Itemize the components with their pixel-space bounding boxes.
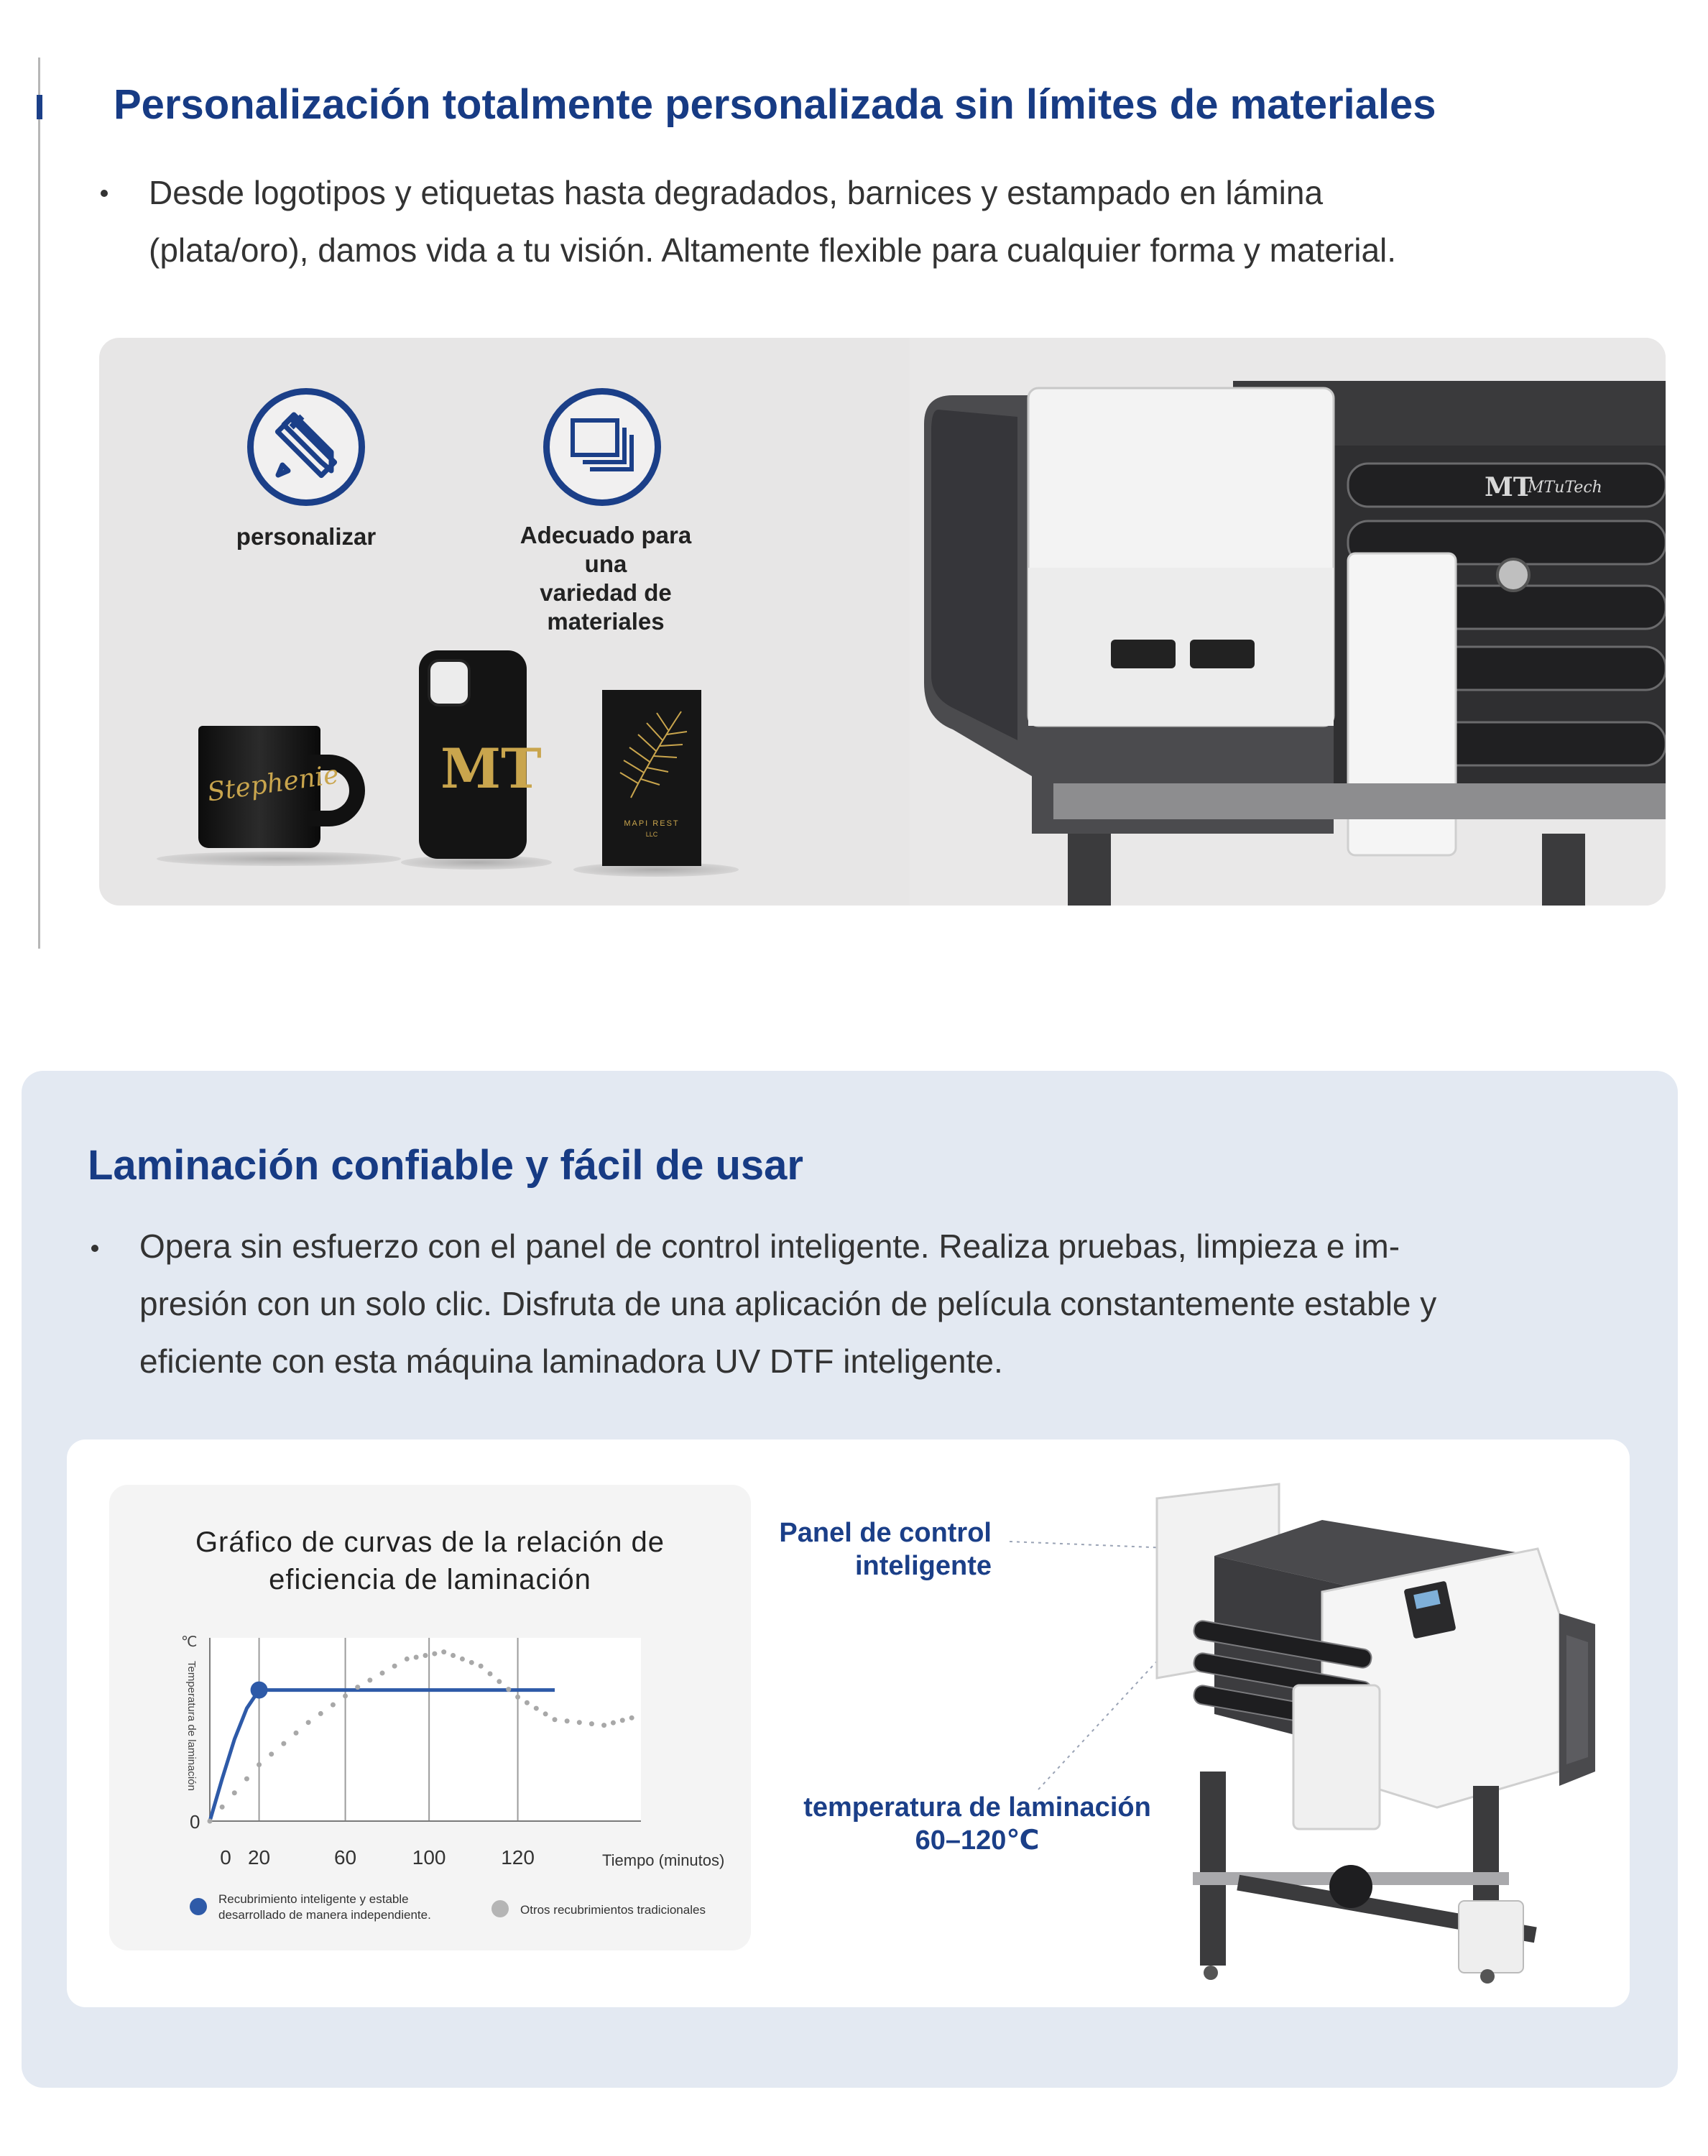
printer-brand-text: MTuTech xyxy=(1528,479,1602,497)
series-traditional-point xyxy=(367,1677,372,1682)
callout-temp-line2: 60–120℃ xyxy=(915,1825,1040,1856)
series-traditional-point xyxy=(515,1695,520,1700)
feature-label-materials xyxy=(502,521,710,636)
feature-label-materials-line1: Adecuado para una xyxy=(520,522,692,577)
series-traditional-point xyxy=(479,1664,484,1669)
legend-marker-traditional xyxy=(491,1900,509,1917)
series-traditional-point xyxy=(469,1660,474,1665)
laminator-machine-image xyxy=(1135,1470,1602,1987)
section2-paragraph-line3: eficiente con esta máquina laminadora UV DTF inteligente. xyxy=(139,1342,1003,1380)
series-traditional-point xyxy=(451,1653,456,1658)
series-traditional-point xyxy=(232,1790,237,1795)
feature-label-materials-line2: variedad de materiales xyxy=(540,579,672,635)
section1-title: Personalización totalmente personalizada sin límites de materiales xyxy=(114,81,1436,128)
section1-paragraph-line1: Desde logotipos y etiquetas hasta degradados, barnices y estampado en lámina xyxy=(149,174,1324,211)
y-axis-origin-label: 0 xyxy=(190,1811,200,1833)
series-traditional-point xyxy=(460,1657,465,1662)
y-axis-unit: ℃ xyxy=(181,1634,198,1650)
plot-area xyxy=(210,1638,641,1821)
x-tick-labels xyxy=(220,1846,535,1869)
legend-label-smart-line1: Recubrimiento inteligente y estable xyxy=(218,1892,409,1906)
chart-title-line2: eficiencia de laminación xyxy=(269,1564,591,1595)
bullet-icon xyxy=(91,1245,98,1252)
series-traditional-point xyxy=(441,1649,446,1654)
x-axis-label: Tiempo (minutos) xyxy=(602,1851,725,1869)
series-traditional-point xyxy=(244,1777,249,1782)
series-traditional-point xyxy=(306,1720,311,1725)
legend-label-smart-line2: desarrollado de manera independiente. xyxy=(218,1908,431,1922)
business-card-image xyxy=(602,690,701,866)
x-tick-label: 120 xyxy=(501,1846,535,1869)
series-traditional-point xyxy=(405,1657,410,1662)
lamination-efficiency-chart xyxy=(109,1485,751,1950)
series-traditional-point xyxy=(577,1720,582,1725)
series-traditional-point xyxy=(601,1723,606,1728)
series-traditional-point xyxy=(294,1731,299,1736)
mug-script-text: Stephenie xyxy=(206,760,341,808)
series-traditional-point xyxy=(343,1693,348,1698)
series-traditional-point xyxy=(611,1720,616,1726)
layers-icon xyxy=(543,388,661,506)
series-traditional-point xyxy=(488,1672,493,1677)
series-traditional-point xyxy=(318,1711,323,1716)
phone-logo: MT xyxy=(440,737,542,801)
series-traditional-point xyxy=(620,1718,625,1723)
series-traditional-point xyxy=(432,1651,437,1657)
x-tick-label: 100 xyxy=(412,1846,446,1869)
series-traditional-point xyxy=(543,1711,548,1716)
series-traditional-point xyxy=(392,1664,397,1669)
card-text-line2: LLC xyxy=(645,831,658,838)
palm-leaf-icon xyxy=(617,704,688,805)
pencil-ruler-icon xyxy=(247,388,365,506)
callout-control-panel-line2: inteligente xyxy=(854,1551,992,1581)
callout-temp-line1: temperatura de laminación xyxy=(803,1792,1151,1823)
series-smart-marker xyxy=(251,1682,268,1699)
section2-paragraph-line1: Opera sin esfuerzo con el panel de control inteligente. Realiza pruebas, limpieza e im- xyxy=(139,1227,1400,1265)
section-marker xyxy=(37,95,42,119)
series-traditional-point xyxy=(629,1715,634,1720)
series-traditional-point xyxy=(257,1762,262,1767)
series-traditional-point xyxy=(380,1671,385,1676)
series-traditional-point xyxy=(497,1679,502,1684)
series-traditional-point xyxy=(331,1703,336,1708)
bullet-icon xyxy=(101,190,108,197)
callout-control-panel xyxy=(776,1516,992,1583)
phone-case-image xyxy=(419,650,542,859)
product-shadow xyxy=(157,852,401,866)
series-traditional-point xyxy=(423,1653,428,1658)
chart-title-line1: Gráfico de curvas de la relación de xyxy=(195,1526,665,1558)
x-tick-label: 60 xyxy=(333,1846,357,1869)
x-tick-label: 20 xyxy=(247,1846,271,1869)
card-text-line1: MAPI REST xyxy=(624,819,680,828)
series-traditional-point xyxy=(281,1741,286,1746)
series-traditional-point xyxy=(534,1706,539,1711)
section2-title: Laminación confiable y fácil de usar xyxy=(88,1142,803,1189)
section1-paragraph-line2: (plata/oro), damos vida a tu visión. Altamente flexible para cualquier forma y material. xyxy=(149,231,1397,269)
series-traditional-point xyxy=(355,1685,360,1690)
series-traditional-point xyxy=(565,1718,570,1723)
series-traditional-point xyxy=(208,1819,213,1824)
section2-paragraph-line2: presión con un solo clic. Disfruta de una aplicación de película constantemente estable y xyxy=(139,1285,1437,1322)
feature-label-customize: personalizar xyxy=(236,523,377,550)
phone-camera xyxy=(428,659,471,706)
svg-text:MT: MT xyxy=(1485,472,1533,502)
y-axis-label: Temperatura de laminación xyxy=(185,1661,198,1791)
series-traditional-point xyxy=(269,1751,274,1756)
legend-marker-smart xyxy=(190,1898,207,1915)
x-tick-label: 0 xyxy=(220,1846,231,1869)
series-traditional-point xyxy=(414,1654,419,1659)
series-traditional-point xyxy=(525,1700,530,1705)
legend-label-traditional: Otros recubrimientos tradicionales xyxy=(520,1903,706,1917)
series-traditional-point xyxy=(506,1687,511,1692)
section-divider-line xyxy=(38,57,40,949)
customization-panel xyxy=(99,338,1666,906)
series-traditional-point xyxy=(589,1721,594,1726)
callout-lamination-temperature xyxy=(798,1791,1157,1857)
callout-control-panel-line1: Panel de control xyxy=(779,1518,992,1548)
series-traditional-point xyxy=(220,1805,225,1810)
series-traditional-point xyxy=(553,1717,558,1722)
printer-closeup-image xyxy=(910,338,1666,906)
